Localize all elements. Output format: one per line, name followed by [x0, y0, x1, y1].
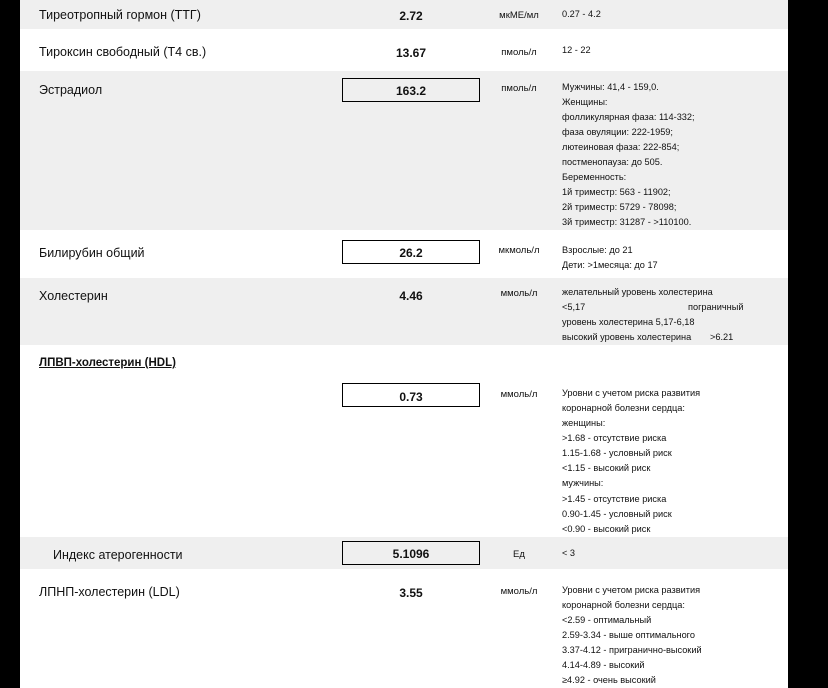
test-value: 13.67	[395, 46, 427, 60]
reference-line: Взрослые: до 21	[562, 245, 633, 255]
reference-line: Женщины:	[562, 97, 608, 107]
reference-line: <5,17	[562, 302, 586, 312]
test-value: 0.73	[399, 390, 423, 404]
reference-line: женщины:	[562, 418, 606, 428]
reference-line: фаза овуляции: 222-1959;	[562, 127, 673, 137]
reference-line: <2.59 - оптимальный	[562, 615, 652, 625]
reference-line: Беременность:	[562, 172, 627, 182]
reference-line: 0.90-1.45 - условный риск	[562, 509, 672, 519]
test-unit: Ед	[513, 549, 525, 560]
reference-line: высокий уровень холестерина	[562, 332, 692, 342]
test-unit: ммоль/л	[500, 586, 538, 597]
reference-line: >6.21	[710, 332, 734, 342]
reference-line: Уровни с учетом риска развития	[562, 388, 701, 398]
reference-line: 0.27 - 4.2	[562, 9, 601, 19]
test-unit: мкМЕ/мл	[499, 10, 539, 21]
test-unit: ммоль/л	[500, 288, 538, 299]
reference-line: 3й триместр: 31287 - >110100.	[562, 217, 692, 227]
test-value: 2.72	[399, 9, 423, 23]
lab-results-page	[20, 0, 788, 688]
test-name: Холестерин	[39, 289, 108, 303]
reference-line: 2й триместр: 5729 - 78098;	[562, 202, 677, 212]
reference-line: 12 - 22	[562, 45, 591, 55]
reference-line: 4.14-4.89 - высокий	[562, 660, 645, 670]
test-value: 163.2	[395, 84, 427, 98]
test-value: 5.1096	[392, 547, 430, 561]
test-name: Эстрадиол	[39, 83, 103, 97]
reference-line: ≥4.92 - очень высокий	[562, 675, 656, 685]
reference-line: коронарной болезни сердца:	[562, 600, 685, 610]
reference-line: желательный уровень холестерина	[562, 287, 713, 297]
reference-line: лютеиновая фаза: 222-854;	[562, 142, 680, 152]
reference-line: мужчины:	[562, 478, 604, 488]
reference-line: Уровни с учетом риска развития	[562, 585, 701, 595]
reference-line: уровень холестерина 5,17-6,18	[562, 317, 695, 327]
reference-line: 1.15-1.68 - условный риск	[562, 448, 672, 458]
reference-line: коронарной болезни сердца:	[562, 403, 685, 413]
reference-line: Дети: >1месяца: до 17	[562, 260, 658, 270]
reference-line: постменопауза: до 505.	[562, 157, 663, 167]
test-value: 3.55	[399, 586, 423, 600]
test-name: Билирубин общий	[39, 246, 145, 260]
test-unit: мкмоль/л	[498, 245, 540, 256]
test-unit: пмоль/л	[501, 47, 537, 58]
test-name: Тироксин свободный (Т4 св.)	[39, 45, 207, 59]
test-unit: пмоль/л	[501, 83, 537, 94]
reference-line: 3.37-4.12 - пригранично-высокий	[562, 645, 702, 655]
reference-line: >1.68 - отсутствие риска	[562, 433, 667, 443]
section-title-hdl: ЛПВП-холестерин (HDL)	[39, 357, 176, 369]
reference-line: Мужчины: 41,4 - 159,0.	[562, 82, 659, 92]
reference-line: >1.45 - отсутствие риска	[562, 494, 667, 504]
test-value: 4.46	[399, 289, 423, 303]
reference-line: 1й триместр: 563 - 11902;	[562, 187, 671, 197]
reference-line: 2.59-3.34 - выше оптимального	[562, 630, 695, 640]
reference-line: фолликулярная фаза: 114-332;	[562, 112, 695, 122]
test-unit: ммоль/л	[500, 389, 538, 400]
test-name: Индекс атерогенности	[53, 548, 183, 562]
reference-line: <1.15 - высокий риск	[562, 463, 651, 473]
test-name: Тиреотропный гормон (ТТГ)	[39, 8, 201, 22]
reference-line: пограничный	[688, 302, 744, 312]
reference-line: <0.90 - высокий риск	[562, 524, 651, 534]
test-name: ЛПНП-холестерин (LDL)	[39, 585, 180, 599]
test-value: 26.2	[399, 246, 423, 260]
reference-line: < 3	[562, 548, 576, 558]
